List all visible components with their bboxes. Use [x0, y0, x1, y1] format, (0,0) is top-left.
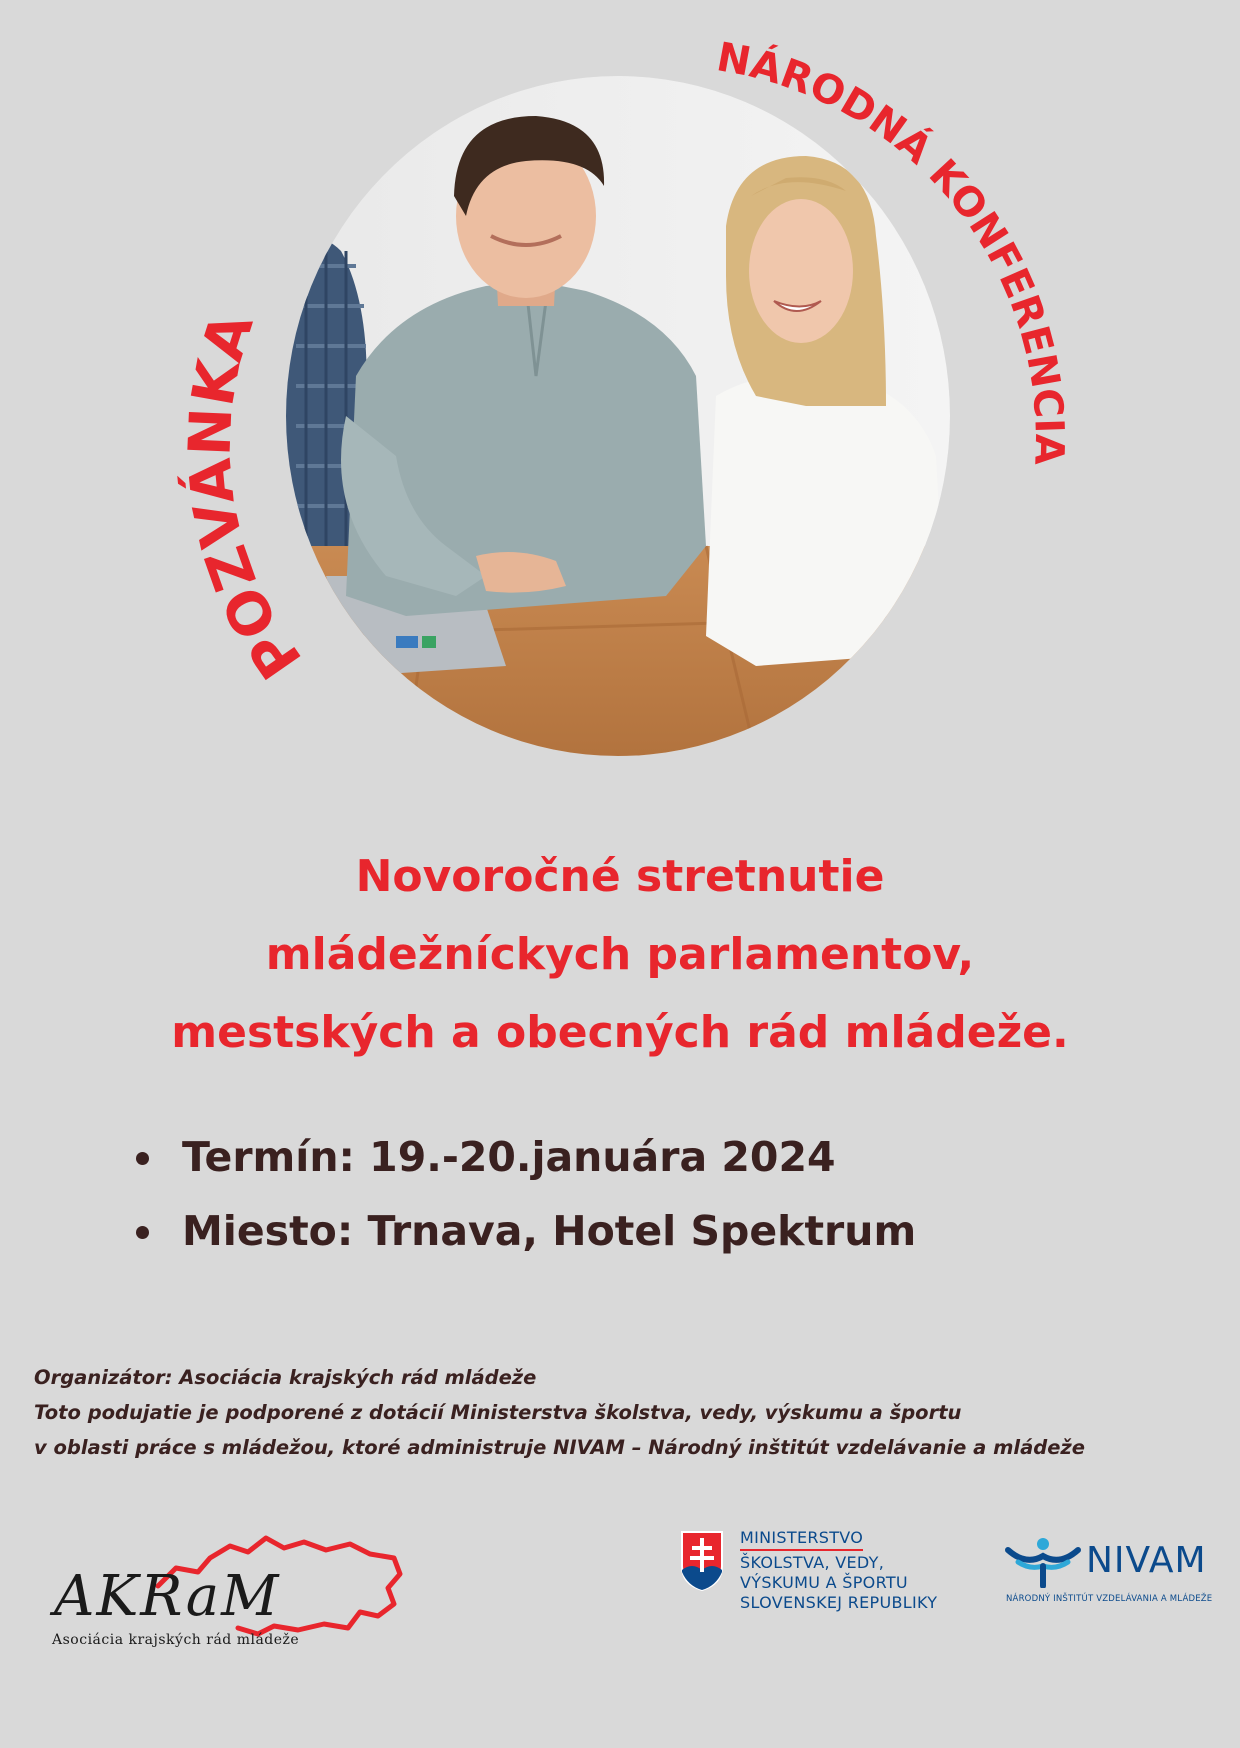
- organizer-note: [34, 1360, 1214, 1465]
- ministry-line: SLOVENSKEJ REPUBLIKY: [740, 1593, 938, 1612]
- ministry-logo: [680, 1528, 1000, 1638]
- ministry-name: [740, 1528, 937, 1613]
- event-place: [130, 1194, 916, 1268]
- event-title-line: mládežníckych parlamentov,: [265, 929, 975, 980]
- akram-wordmark: AKRaM: [54, 1564, 281, 1629]
- event-details-list: [130, 1120, 916, 1268]
- nivam-wordmark: NIVAM: [1086, 1540, 1207, 1581]
- akram-full-name: Asociácia krajských rád mládeže: [52, 1632, 300, 1648]
- ministry-line: VÝSKUMU A ŠPORTU: [740, 1573, 908, 1592]
- nivam-full-name: NÁRODNÝ INŠTITÚT VZDELÁVANIA A MLÁDEŽE: [1006, 1594, 1213, 1604]
- akram-logo: [48, 1528, 408, 1658]
- support-line: Toto podujatie je podporené z dotácií Ministerstva školstva, vedy, výskumu a športu: [34, 1401, 962, 1424]
- invitation-label: POZVÁNKA: [175, 304, 315, 692]
- support-line: v oblasti práce s mládežou, ktoré administruje NIVAM – Národný inštitút vzdelávanie a mládeže: [34, 1436, 1086, 1459]
- slovak-coat-of-arms-icon: [680, 1530, 724, 1592]
- ministry-line: MINISTERSTVO: [740, 1528, 863, 1551]
- bullet-icon: [136, 1152, 149, 1165]
- event-title: [60, 838, 1180, 1072]
- national-conference-label: NÁRODNÁ KONFERENCIA: [713, 34, 1073, 466]
- event-date-text: Termín: 19.-20.januára 2024: [182, 1133, 836, 1181]
- event-place-text: Miesto: Trnava, Hotel Spektrum: [182, 1207, 917, 1255]
- organizer-line: Organizátor: Asociácia krajských rád mládeže: [34, 1366, 537, 1389]
- event-title-line: Novoročné stretnutie: [355, 851, 885, 902]
- nivam-logo: [1002, 1536, 1222, 1616]
- ministry-line: ŠKOLSTVA, VEDY,: [740, 1553, 885, 1572]
- bullet-icon: [136, 1226, 149, 1239]
- nivam-figure-icon: [1004, 1536, 1082, 1588]
- event-date: [130, 1120, 916, 1194]
- event-title-line: mestských a obecných rád mládeže.: [171, 1007, 1069, 1058]
